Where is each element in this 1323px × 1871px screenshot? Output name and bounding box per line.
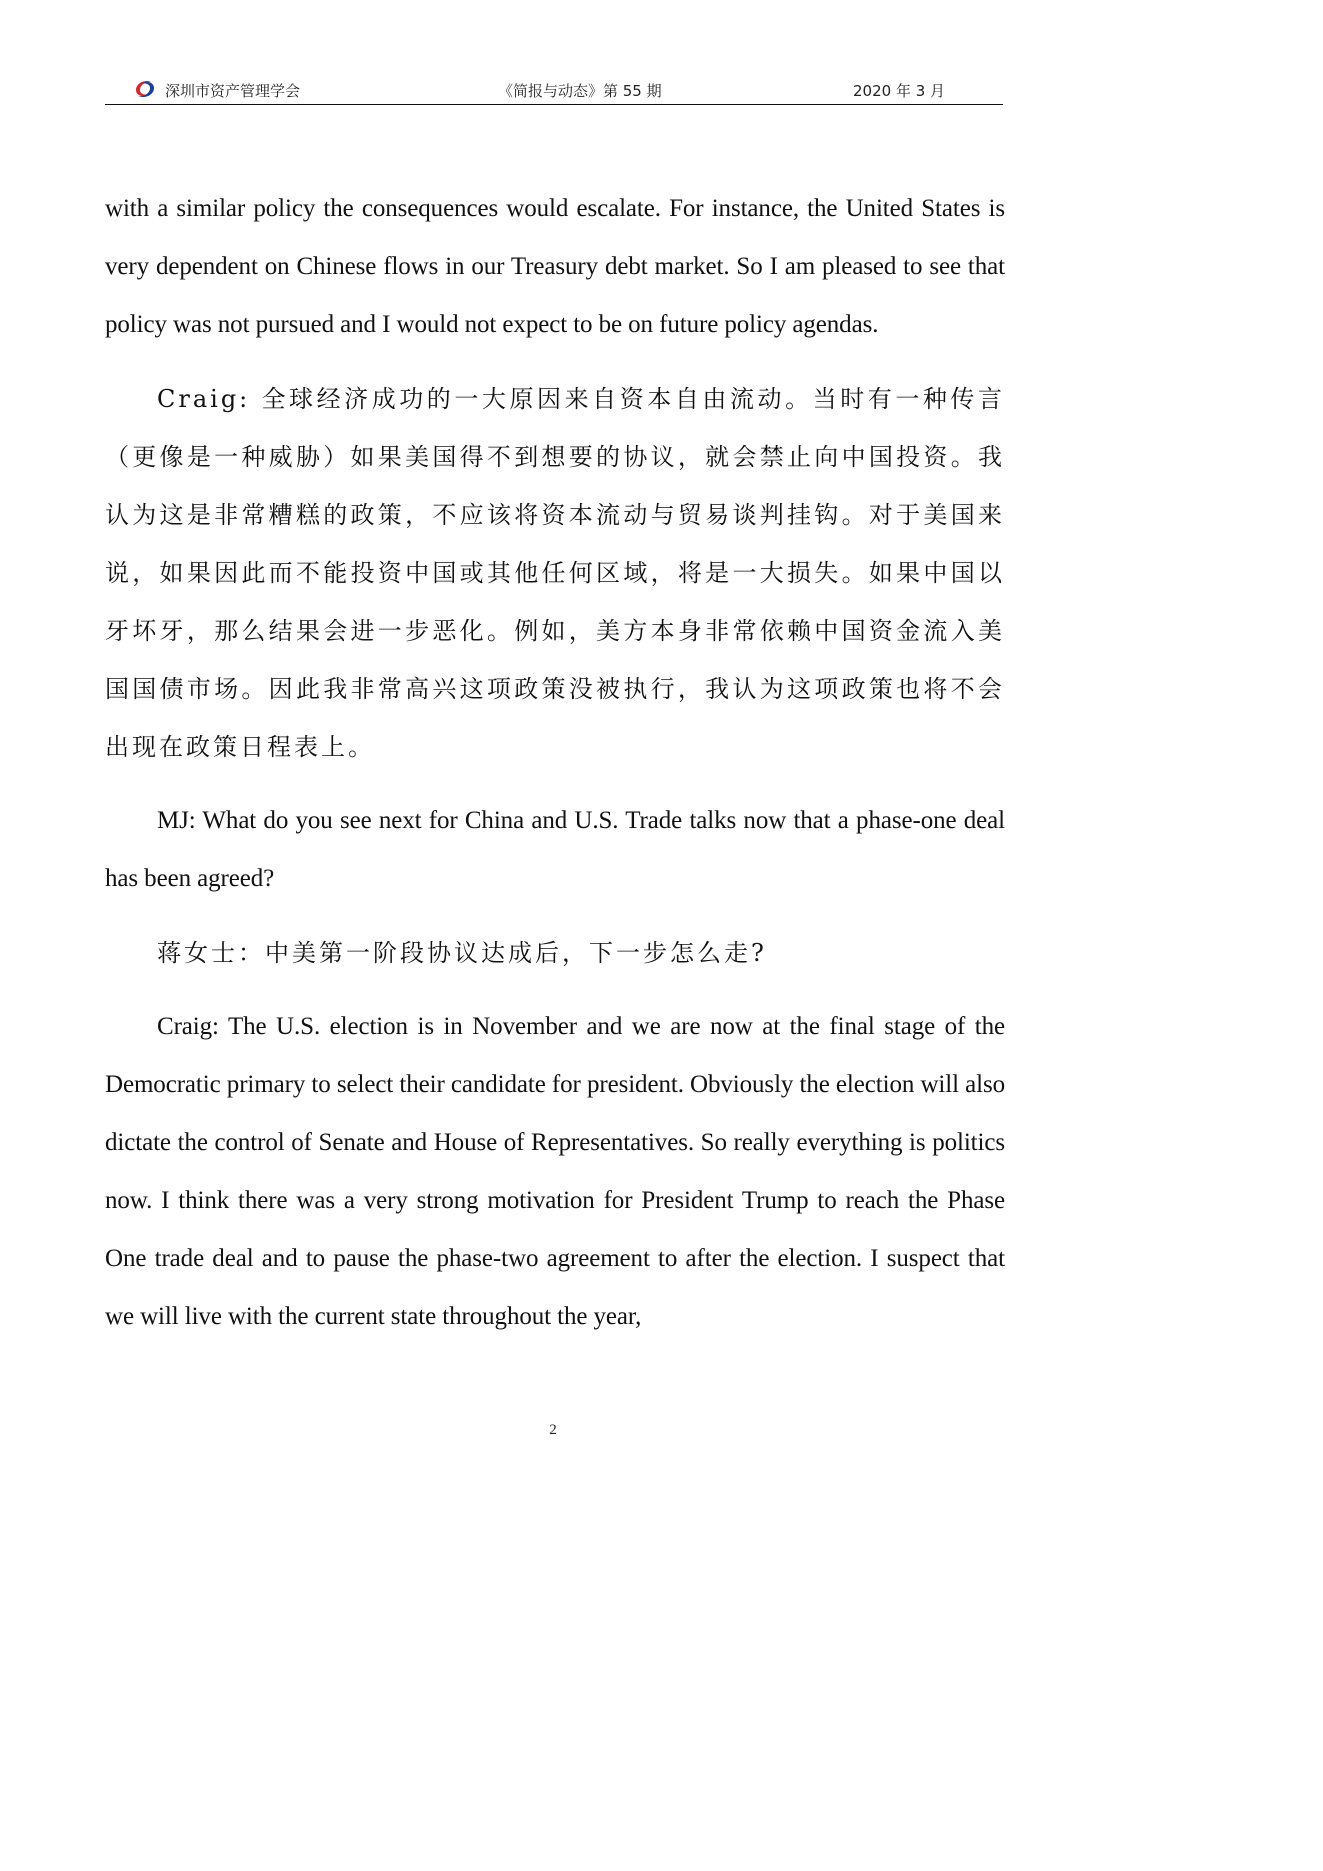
- header-org-name: 深圳市资产管理学会: [165, 82, 301, 100]
- header-date: 2020 年 3 月: [853, 82, 946, 100]
- paragraph-craig-answer: Craig: The U.S. election is in November and we are now at the final stage of the Democratic primary to select their candidate for president. Obviously the election will also dictate the control of Senate and House of Representatives. So really everything is politics now. I think there was a very strong motivation for President Trump to reach the Phase One trade deal and to pause the phase-two agreement to after the election. I suspect that we will live with the current state throughout the year,: [105, 1013, 1005, 1330]
- page-number: 2: [549, 1422, 557, 1438]
- paragraph-mj-question: MJ: What do you see next for China and U.S. Trade talks now that a phase-one deal has been agreed?: [105, 807, 1005, 892]
- article-body: [105, 180, 1005, 1346]
- paragraph-continuation: with a similar policy the consequences would escalate. For instance, the United States is very dependent on Chinese flows in our Treasury debt market. So I am pleased to see that policy was not pursued and I would not expect to be on future policy agendas.: [105, 195, 1005, 338]
- society-logo-icon: [133, 78, 157, 100]
- paragraph-craig-chinese: Craig: 全球经济成功的一大原因来自资本自由流动。当时有一种传言（更像是一种威胁）如果美国得不到想要的协议，就会禁止向中国投资。我认为这是非常糟糕的政策，不应该将资本流动与贸易谈判挂钩。对于美国来说，如果因此而不能投资中国或其他任何区域，将是一大损失。如果中国以牙坏牙，那么结果会进一步恶化。例如，美方本身非常依赖中国资金流入美国国债市场。因此我非常高兴这项政策没被执行，我认为这项政策也将不会出现在政策日程表上。: [105, 385, 1005, 761]
- page-header: [105, 76, 1003, 105]
- header-issue: 《简报与动态》第 55 期: [498, 82, 662, 100]
- paragraph-mj-question-chinese: 蒋女士：中美第一阶段协议达成后，下一步怎么走?: [157, 939, 767, 967]
